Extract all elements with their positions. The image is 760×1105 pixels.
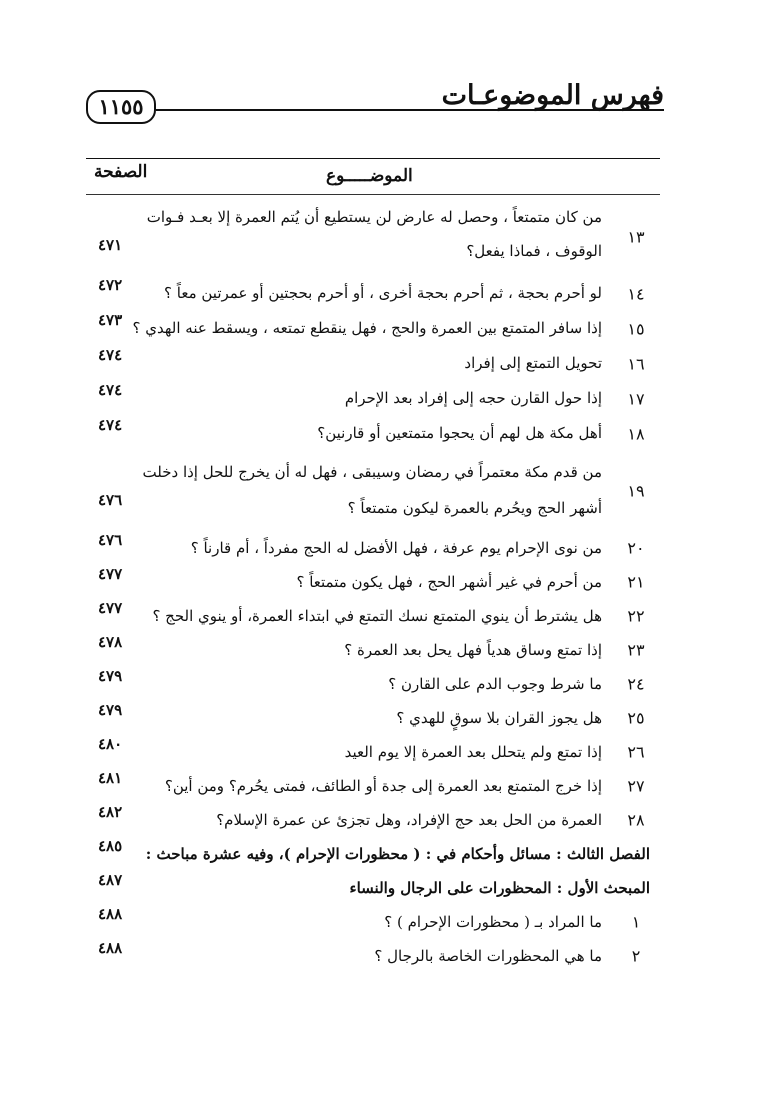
entry-page: ٤٧٤ <box>98 416 123 434</box>
entry-text: إذا خرج المتمتع بعد العمرة إلى جدة أو الطائف، فمتى يحُرم؟ ومن أين؟ <box>164 777 602 795</box>
entry-page: ٤٧٩ <box>98 701 123 719</box>
entry-text-line: أشهر الحج ويحُرم بالعمرة ليكون متمتعاً ؟ <box>347 499 602 517</box>
entry-page: ٤٨٨ <box>98 905 123 923</box>
entry-number: ٢٨ <box>627 810 645 830</box>
entry-text: تحويل التمتع إلى إفراد <box>464 354 602 372</box>
entry-page: ٤٧٧ <box>98 565 123 583</box>
entry-text: إذا حول القارن حجه إلى إفراد بعد الإحرام <box>344 389 602 407</box>
page-number-box <box>86 90 156 124</box>
index-entry <box>86 276 660 311</box>
entry-page: ٤٧٦ <box>98 531 123 549</box>
entry-page: ٤٨٠ <box>98 735 123 753</box>
entry-text: من نوى الإحرام يوم عرفة ، فهل الأفضل له الحج مفرداً ، أم قارناً ؟ <box>190 539 602 557</box>
entry-page: ٤٧٦ <box>98 491 123 509</box>
running-title: فهرس الموضوعـات <box>441 80 664 111</box>
index-entry <box>86 939 660 973</box>
header-bottom-rule <box>86 194 660 195</box>
entry-number: ١٨ <box>627 424 645 443</box>
entry-page: ٤٧٤ <box>98 381 123 399</box>
entry-page: ٤٨٨ <box>98 939 123 957</box>
entry-text: هل يجوز القران بلا سوقٍ للهدي ؟ <box>396 709 602 727</box>
index-entry <box>86 416 660 451</box>
index-entry <box>86 701 660 735</box>
entry-page: ٤٧٨ <box>98 633 123 651</box>
entry-number: ١٦ <box>627 354 645 373</box>
index-entry <box>86 803 660 837</box>
entry-number: ٢٤ <box>627 674 645 694</box>
topic-column-label: الموضـــــوع <box>326 166 413 186</box>
index-entry <box>86 565 660 599</box>
index-entry <box>86 381 660 416</box>
entry-page: ٤٧٧ <box>98 599 123 617</box>
entry-text: العمرة من الحل بعد حج الإفراد، وهل تجزئ عن عمرة الإسلام؟ <box>216 811 602 829</box>
index-entry <box>86 311 660 346</box>
entry-page: ٤٧٢ <box>98 276 123 294</box>
index-entry <box>86 198 660 276</box>
entry-page: ٤٨١ <box>98 769 123 787</box>
entry-number: ١ <box>631 912 641 932</box>
entry-number: ٢٠ <box>627 538 645 558</box>
section-heading-text: المبحث الأول : المحظورات على الرجال والنساء <box>349 879 650 897</box>
entry-text-line: من كان متمتعاً ، وحصل له عارض لن يستطيع أن يُتم العمرة إلا بعـد فـوات <box>146 208 602 226</box>
entry-number: ١٧ <box>627 389 645 408</box>
entry-text: لو أحرم بحجة ، ثم أحرم بحجة أخرى ، أو أحرم بحجتين أو عمرتين معاً ؟ <box>164 284 602 302</box>
entry-number: ٢٦ <box>627 742 645 762</box>
index-entry <box>86 346 660 381</box>
index-entry <box>86 667 660 701</box>
entry-text: إذا تمتع ولم يتحلل بعد العمرة إلا يوم العيد <box>344 743 602 761</box>
entry-text: ما هي المحظورات الخاصة بالرجال ؟ <box>374 947 602 965</box>
entry-number: ٢٥ <box>627 708 645 728</box>
entry-page: ٤٧١ <box>98 236 123 254</box>
entry-page: ٤٨٢ <box>98 803 123 821</box>
page-header <box>86 76 664 126</box>
index-entry <box>86 905 660 939</box>
entry-text-line: الوقوف ، فماذا يفعل؟ <box>466 242 602 260</box>
header-rule <box>156 109 664 111</box>
index-entry <box>86 451 660 531</box>
index-entry <box>86 531 660 565</box>
index-entry <box>86 599 660 633</box>
entry-number: ٢٢ <box>627 606 645 626</box>
entry-number: ١٥ <box>627 319 645 338</box>
entry-number: ٢١ <box>627 572 645 592</box>
entry-number: ٢ <box>631 946 641 966</box>
entry-text-line: من قدم مكة معتمراً في رمضان وسيبقى ، فهل له أن يخرج للحل إذا دخلت <box>142 463 602 481</box>
page-column-label: الصفحة <box>94 162 148 182</box>
page-number: ١١٥٥ <box>98 94 144 119</box>
section-heading-entry <box>86 871 660 905</box>
entry-text: إذا سافر المتمتع بين العمرة والحج ، فهل ينقطع تمتعه ، ويسقط عنه الهدي ؟ <box>132 319 602 337</box>
chapter-heading-entry <box>86 837 660 871</box>
entry-text: أهل مكة هل لهم أن يحجوا متمتعين أو قارنين؟ <box>317 424 602 442</box>
column-header <box>86 158 660 198</box>
entry-number: ٢٧ <box>627 776 645 796</box>
entry-text: ما المراد بـ ( محظورات الإحرام ) ؟ <box>384 913 602 931</box>
entry-page: ٤٧٣ <box>98 311 123 329</box>
index-entry <box>86 769 660 803</box>
entry-text: إذا تمتع وساق هدياً فهل يحل بعد العمرة ؟ <box>344 641 602 659</box>
header-top-rule <box>86 158 660 159</box>
entry-number: ١٤ <box>627 284 645 303</box>
entry-page: ٤٨٧ <box>98 871 123 889</box>
entry-number: ١٩ <box>627 481 645 501</box>
chapter-heading-text: الفصل الثالث : مسائل وأحكام في : ( محظورات الإحرام )، وفيه عشرة مباحث : <box>145 845 650 863</box>
entry-number: ١٣ <box>627 227 645 247</box>
entry-page: ٤٧٤ <box>98 346 123 364</box>
entry-page: ٤٨٥ <box>98 837 123 855</box>
index-list <box>86 198 660 973</box>
entry-text: هل يشترط أن ينوي المتمتع نسك التمتع في ابتداء العمرة، أو ينوي الحج ؟ <box>152 607 602 625</box>
entry-page: ٤٧٩ <box>98 667 123 685</box>
entry-text: من أحرم في غير أشهر الحج ، فهل يكون متمتعاً ؟ <box>296 573 602 591</box>
index-entry <box>86 633 660 667</box>
entry-text: ما شرط وجوب الدم على القارن ؟ <box>388 675 602 693</box>
index-entry <box>86 735 660 769</box>
entry-number: ٢٣ <box>627 640 645 660</box>
